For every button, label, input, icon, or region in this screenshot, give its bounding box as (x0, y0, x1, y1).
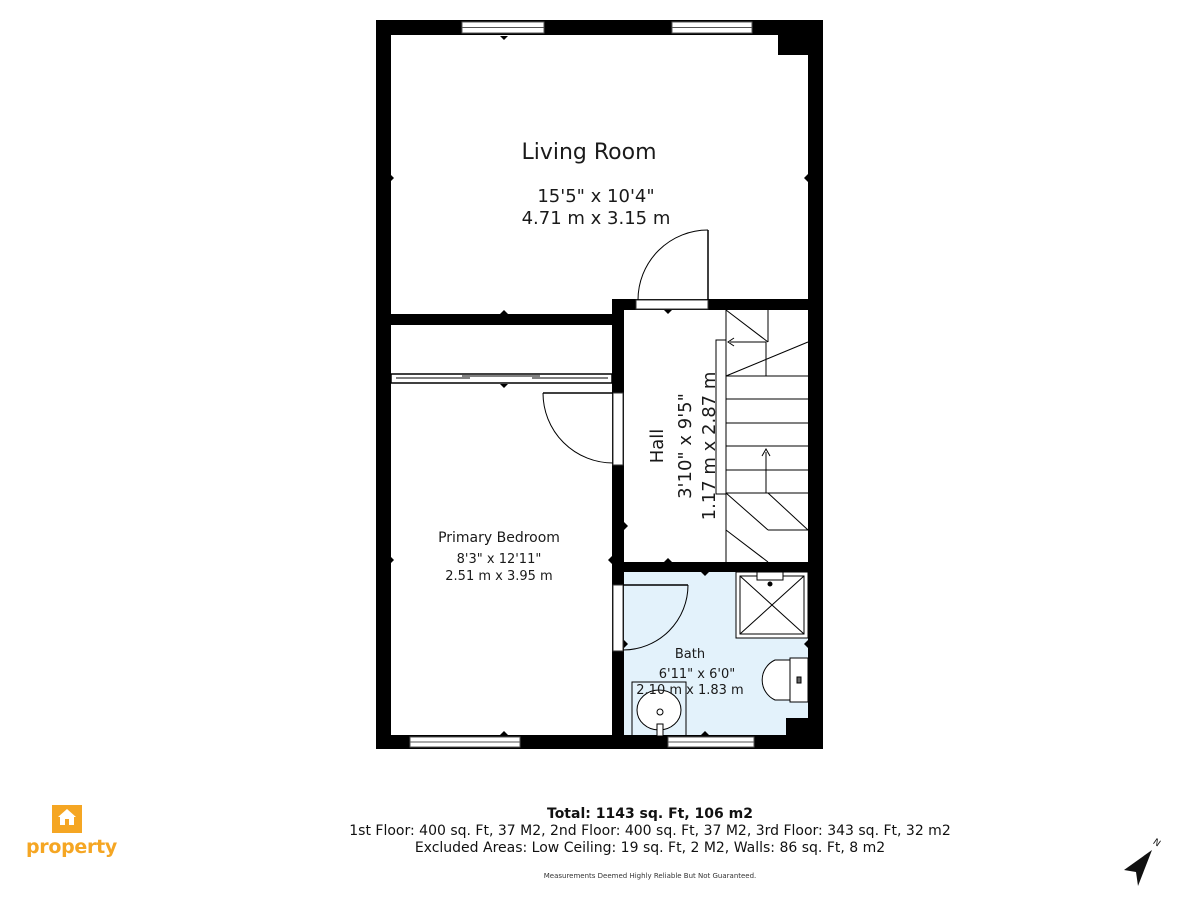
excluded-areas: Excluded Areas: Low Ceiling: 19 sq. Ft, 2 M2, Walls: 86 sq. Ft, 8 m2 (414, 840, 886, 856)
bath-name: Bath (674, 647, 706, 662)
bedroom-door (543, 393, 623, 465)
shower (736, 572, 808, 638)
toilet (762, 658, 808, 702)
living-room-door (636, 230, 708, 309)
compass-north-label: N (1150, 837, 1162, 850)
staircase (716, 310, 808, 562)
bath-dim-imperial: 6'11" x 6'0" (658, 667, 736, 682)
north-arrow-icon (1118, 832, 1170, 890)
bedroom-dim-metric: 2.51 m x 3.95 m (445, 569, 553, 584)
house-logo-icon (52, 803, 86, 835)
bedroom-name: Primary Bedroom (438, 530, 560, 546)
hall-dim-imperial: 3'10" x 9'5" (675, 393, 696, 499)
area-summary (250, 806, 1050, 881)
living-room-dim-imperial: 15'5" x 10'4" (537, 186, 655, 207)
floor-areas: 1st Floor: 400 sq. Ft, 37 M2, 2nd Floor: 400 sq. Ft, 37 M2, 3rd Floor: 343 sq. Ft, 32 m2 (349, 823, 951, 839)
total-area: Total: 1143 sq. Ft, 106 m2 (547, 806, 753, 822)
closet-doors (391, 374, 612, 383)
hall-dim-metric: 1.17 m x 2.87 m (699, 371, 720, 521)
bedroom-dim-imperial: 8'3" x 12'11" (456, 552, 542, 567)
disclaimer: Measurements Deemed Highly Reliable But Not Guaranteed. (543, 872, 757, 880)
property-logo (26, 803, 116, 863)
logo-wordmark: property (26, 836, 117, 858)
hall-name: Hall (647, 428, 668, 464)
living-room-dim-metric: 4.71 m x 3.15 m (521, 208, 671, 229)
bath-dim-metric: 2.10 m x 1.83 m (636, 683, 744, 698)
living-room-name: Living Room (521, 140, 657, 165)
hall-label-group (647, 372, 720, 521)
